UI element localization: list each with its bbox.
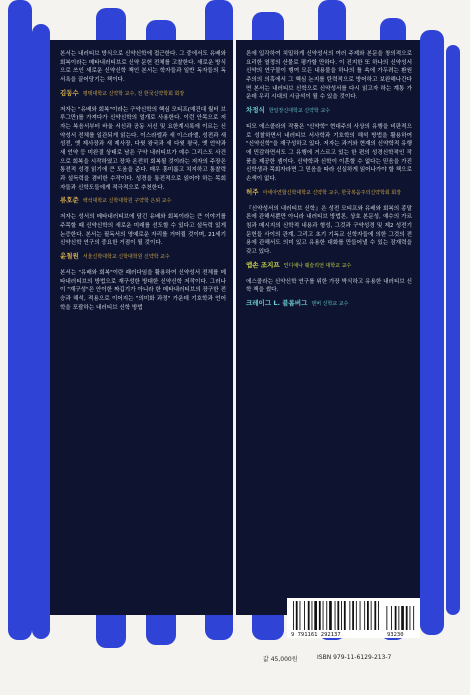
decor-stripe <box>420 30 444 635</box>
isbn-label: ISBN 979-11-6129-213-7 <box>317 654 392 661</box>
endorser-name: 앱손 조지프 <box>246 260 280 269</box>
decor-stripe <box>446 45 460 615</box>
barcode-digits: 9 791161 292137 <box>291 632 341 638</box>
endorsement-text: 티모 에스콜라의 작품은 "신약학" 현대주의 사상의 유행을 비판적으로 성찰하면서 내러티브 서사학과 기호학의 해석 방법을 활용하여 "신약신학"을 재구성하고 있다. 저자는 과거와 현재의 신약학적 유행에 민감하면서도 그 유행에 거스르고 있는 한 편의 성경신학적인 작품을 제공한 셈이다. 신약학과 신학이 이혼할 수 없다는 믿음을 가진 신학생과 목회자라면 그 믿음을 따라 신실하게 읽어나가야 할 책으로 손색이 없다. <box>246 124 414 182</box>
endorser <box>60 196 226 205</box>
endorser-affiliation: 서울신학대학교 신학대학원 신약학 교수 <box>82 254 170 260</box>
barcode-icon <box>287 598 420 638</box>
endorser-affiliation: 인디애나 웨슬리언 대학교 교수 <box>283 262 352 269</box>
endorser-affiliation: 백석대학교 신학대학원 구약학 은퇴 교수 <box>82 198 172 205</box>
endorser-name: 크레이그 L. 블롬버그 <box>246 299 308 308</box>
endorsement-text: 론에 입각하여 치밀하게 신약성서의 여러 주제와 본문을 창의적으로 요리한 열정의 산물로 평가할 만하다. 이 진지한 또 하나의 신약성서 신약의 연구물이 행여 모든 내용물을 하나의 틀 속에 가두려는 환원주의의 의혹에서 그 핵심 논지를 탄력적으로 방어하고 보완해나간다면 본서는 내러티브 신학으로 신약성서를 다시 읽고자 하는 계통 가운데 우리 시대의 시금석이 될 수 있을 것이다. <box>246 51 414 101</box>
endorser-name: 김동수 <box>60 88 79 97</box>
endorsement-text: 저자는 "유배와 회복"이라는 구약신학의 핵심 모티프(예건대 월터 브루그만)를 가져다가 신약신학의 얼개로 사용한다. 이런 안목으로 저자는 복음서부터 바울 서신과 공동 서신 및 요한계시록에 이르는 신약성서 전체를 일관되게 읽는다. 이스라엘과 새 이스라엘, 성전과 새 성전, 옛 제사장과 새 제사장, 다윗 왕국과 새 다윗 왕국, 옛 언약과 새 언약 등 미완결 상태로 남은 구약 내러티브가 예수 그리스도 사건으로 회복을 시작하였고 장차 온전히 회복될 것이라는 저자의 주장은 통전적 성경 읽기에 큰 도움을 준다. 매우 흥미롭고 치지하고 통찰력과 설득력을 겸비한 수작이다. 성경을 통전적으로 읽어야 하는 목회자들과 신학도들에게 적극적으로 추천한다. <box>60 106 228 191</box>
endorsement-text: 저자는 성서의 메타내러티브에 담긴 유배와 회복이라는 큰 이야기를 주목할 때 신약신학의 새로운 미래를 선도할 수 있다고 설득력 있게 논증한다. 본서는 필독서의 영예로운 자리를 거머쥘 것이며, 21세기 신약신학 연구의 중요한 거점이 될 것이다. <box>60 214 228 247</box>
endorsements-right-column <box>236 40 420 615</box>
endorser <box>246 188 412 197</box>
endorser-name: 차정식 <box>246 105 265 114</box>
endorser-affiliation: 한일장신대학교 신약학 교수 <box>268 107 330 114</box>
endorser-affiliation: 평택대학교 신약학 교수, 전 한국신약학회 회장 <box>82 90 185 97</box>
endorsement-text: 본서는 "유배와 회복"이란 패러다임을 활용하여 신약성서 전체를 메타내러티브의 방법으로 재구성한 방대한 신약신학 저작이다. 그러나 이 "재구성"은 안이한 짜깁기가 아니라 한 메타내러티브의 장구한 전승과 해석, 적용으로 이어지는 "의미화 과정" 가운데 기호학과 언어학을 포괄하는 내러티브 신학 방법 <box>60 270 228 311</box>
decor-stripe <box>8 0 32 640</box>
endorser-name: 윤철원 <box>60 252 79 260</box>
endorsement-text: 본서는 내러티브 방식으로 신약신학에 접근한다. 그 중에서도 유배와 회복이라는 메타내러티브로 신약 문헌 전체를 고찰한다. 새로운 방식으로 쓰인 새로운 신약신학 책인 본서는 학자들과 일반 독자들의 독서욕을 끌어당기는 책이다. <box>60 51 228 83</box>
endorser <box>246 299 412 308</box>
endorser <box>60 89 226 98</box>
endorsement-text: 『신약성서의 내러티브 신학』은 성전 모티프와 유배와 회복의 종말론에 관해서뿐만 아니라 내러티브 방법론, 상호 본문성, 예수의 가르침과 메시지의 신학적 내용과 형성, 그것과 구약성경 및 제2 성전기 문헌들 사이의 관계, 그리고 초기 기독교 신학자들에 의한 그것의 전용에 관해서도 의미 있고 유용한 대화를 만들어낼 수 있는 잠재력을 갖고 있다. <box>246 205 414 255</box>
endorser-name: 류호준 <box>60 196 79 205</box>
endorser-name: 허주 <box>246 187 259 196</box>
endorser <box>60 252 226 261</box>
endorser <box>246 261 412 270</box>
price-label: 값 45,000원 <box>263 656 298 663</box>
endorsements-left-column <box>50 40 233 615</box>
endorser-affiliation: 아세아연합신학대학교 신약학 교수, 한국복음주의신약학회 회장 <box>262 189 401 196</box>
endorser-affiliation: 덴버 신학교 교수 <box>311 301 349 308</box>
barcode-addon-digits: 93230 <box>387 632 404 638</box>
endorser <box>246 106 412 115</box>
endorsement-text: 에스콜라는 신약신학 연구를 위한 가장 박식하고 유용한 내러티브 신학 책을 썼다. <box>246 278 412 294</box>
isbn-barcode <box>287 598 420 638</box>
decor-stripe <box>32 24 50 639</box>
